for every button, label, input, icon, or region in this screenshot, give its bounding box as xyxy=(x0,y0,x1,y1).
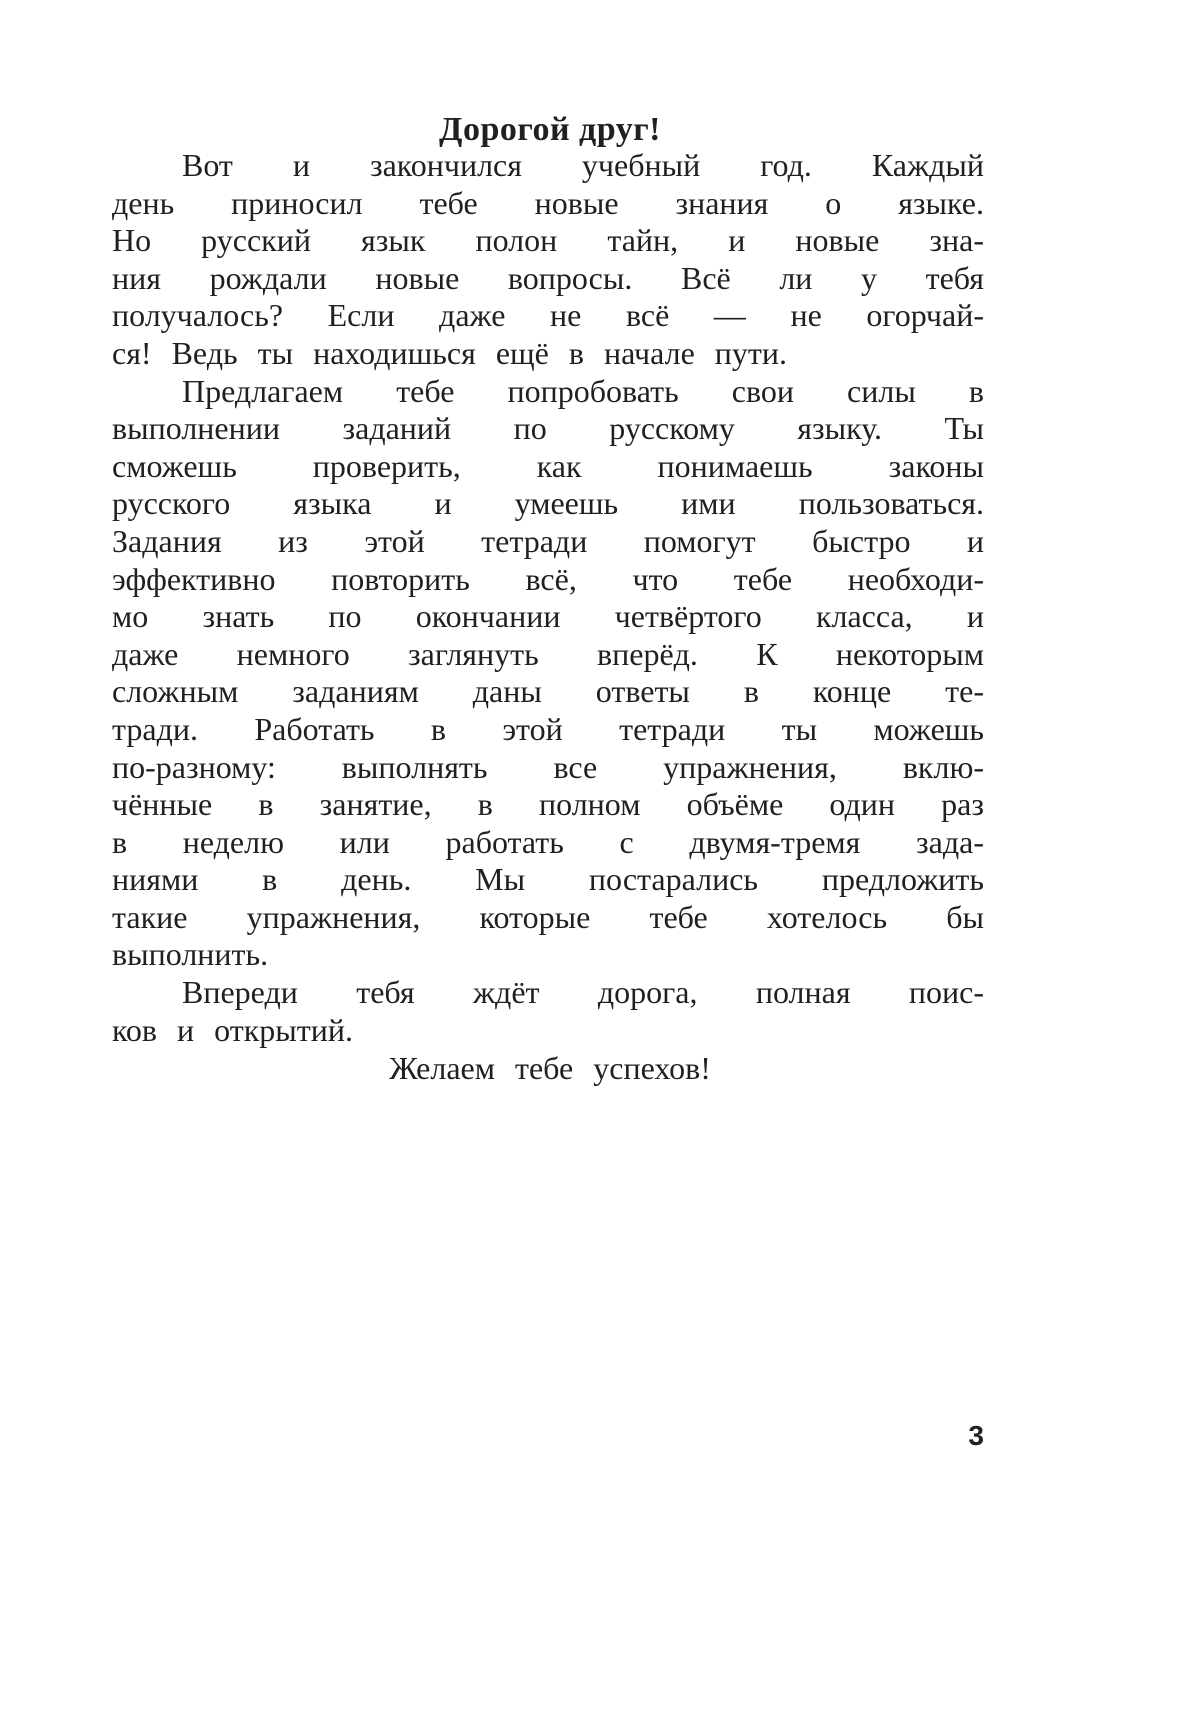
text-line: ния рождали новые вопросы. Всё ли у тебя xyxy=(112,259,984,296)
letter-heading: Дорогой друг! xyxy=(439,111,661,148)
closing-line xyxy=(0,1050,1100,1088)
text-line: эффективно повторить всё, что тебе необходи- xyxy=(112,560,984,597)
text-line: сможешь проверить, как понимаешь законы xyxy=(112,447,984,484)
text-line: выполнить. xyxy=(112,936,269,973)
text-line: в неделю или работать с двумя-тремя зада- xyxy=(112,823,984,860)
text-line: получалось? Если даже не всё — не огорчай- xyxy=(112,297,984,334)
text-line: Вот и закончился учебный год. Каждый xyxy=(182,147,984,183)
text-line: ниями в день. Мы постарались предложить xyxy=(112,861,984,898)
text-line: тради. Работать в этой тетради ты можешь xyxy=(112,710,984,747)
text-line: ков и открытий. xyxy=(112,1011,353,1048)
closing-text: Желаем тебе успехов! xyxy=(389,1050,711,1086)
text-line: по-разному: выполнять все упражнения, вклю- xyxy=(112,748,984,785)
letter-body xyxy=(112,147,984,1049)
text-line: Впереди тебя ждёт дорога, полная поис- xyxy=(182,974,984,1011)
text-line: Но русский язык полон тайн, и новые зна- xyxy=(112,222,984,259)
text-line: такие упражнения, которые тебе хотелось бы xyxy=(112,898,984,935)
text-line: даже немного заглянуть вперёд. К некоторым xyxy=(112,635,984,672)
text-line: Предлагаем тебе попробовать свои силы в xyxy=(182,372,984,409)
page-number: 3 xyxy=(968,1420,984,1451)
text-line: сложным заданиям даны ответы в конце те- xyxy=(112,673,984,710)
text-line: ся! Ведь ты находишься ещё в начале пути. xyxy=(112,334,787,371)
text-line: русского языка и умеешь ими пользоваться. xyxy=(112,485,984,522)
text-line: выполнении заданий по русскому языку. Ты xyxy=(112,410,984,447)
text-line: Задания из этой тетради помогут быстро и xyxy=(112,522,984,559)
text-line: чённые в занятие, в полном объёме один раз xyxy=(112,786,984,823)
text-line: мо знать по окончании четвёртого класса, и xyxy=(112,598,984,635)
text-line: день приносил тебе новые знания о языке. xyxy=(112,184,984,221)
